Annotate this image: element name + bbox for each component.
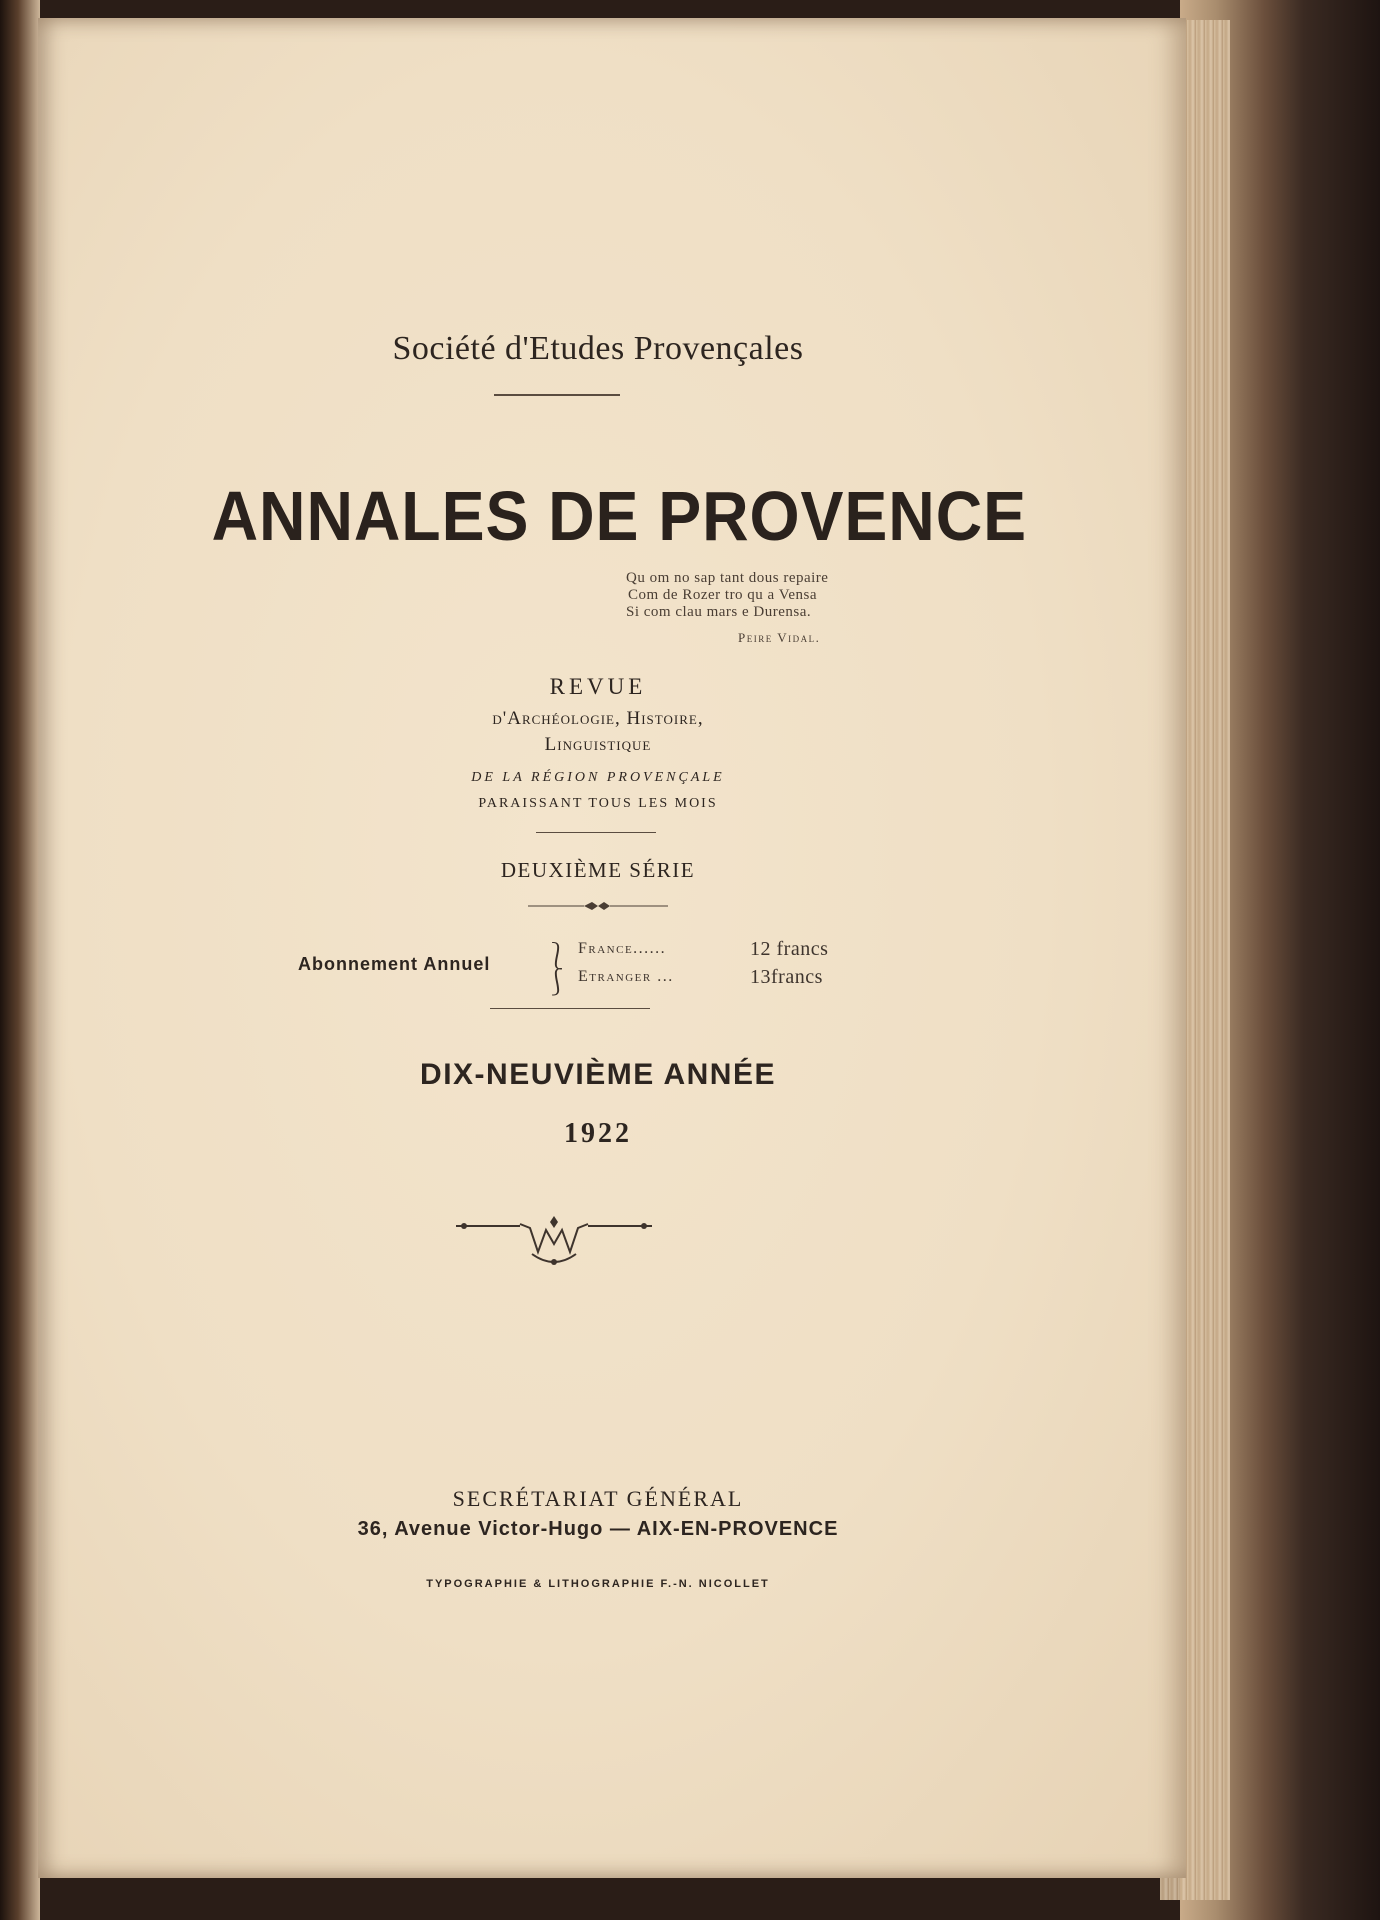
subscription-label: Abonnement Annuel [298, 954, 491, 974]
subscription-price: 12 francs [750, 938, 829, 960]
decorative-ornament-icon [456, 1214, 652, 1270]
subtitle-line: DE LA RÉGION PROVENÇALE [471, 770, 725, 785]
subscription-destination: Etranger ... [578, 968, 674, 985]
publication-year: 1922 [564, 1118, 632, 1149]
secretariat-label: SECRÉTARIAT GÉNÉRAL [452, 1486, 744, 1511]
journal-title: ANNALES DE PROVENCE [211, 477, 1028, 555]
series-label: DEUXIÈME SÉRIE [500, 858, 696, 882]
epigraph-line: Si com clau mars e Durensa. [626, 604, 812, 620]
subscription-price: 13francs [750, 966, 823, 988]
address: 36, Avenue Victor-Hugo — AIX-EN-PROVENCE [357, 1518, 839, 1540]
book-cover-left-edge [0, 0, 40, 1920]
small-ornament-icon [528, 898, 668, 914]
epigraph-line: Com de Rozer tro qu a Vensa [628, 587, 818, 603]
printer-credit: TYPOGRAPHIE & LITHOGRAPHIE F.-N. NICOLLET [426, 1578, 770, 1590]
epigraph-author: Peire Vidal. [738, 630, 821, 645]
divider-rule [490, 1008, 650, 1009]
subtitle-line: PARAISSANT TOUS LES MOIS [478, 796, 718, 811]
subscription-destination: France...... [578, 940, 667, 957]
brace: ⎰ [544, 968, 571, 997]
brace: ⎱ [544, 942, 571, 971]
divider-rule [494, 394, 620, 396]
revue-heading: REVUE [549, 674, 647, 699]
edition-year-label: DIX-NEUVIÈME ANNÉE [420, 1058, 776, 1091]
subtitle-line: Linguistique [544, 734, 652, 755]
title-page [38, 18, 1186, 1878]
subtitle-line: d'Archéologie, Histoire, [492, 708, 704, 729]
society-name: Société d'Etudes Provençales [392, 330, 804, 367]
divider-rule [536, 832, 656, 833]
epigraph-line: Qu om no sap tant dous repaire [626, 570, 829, 586]
